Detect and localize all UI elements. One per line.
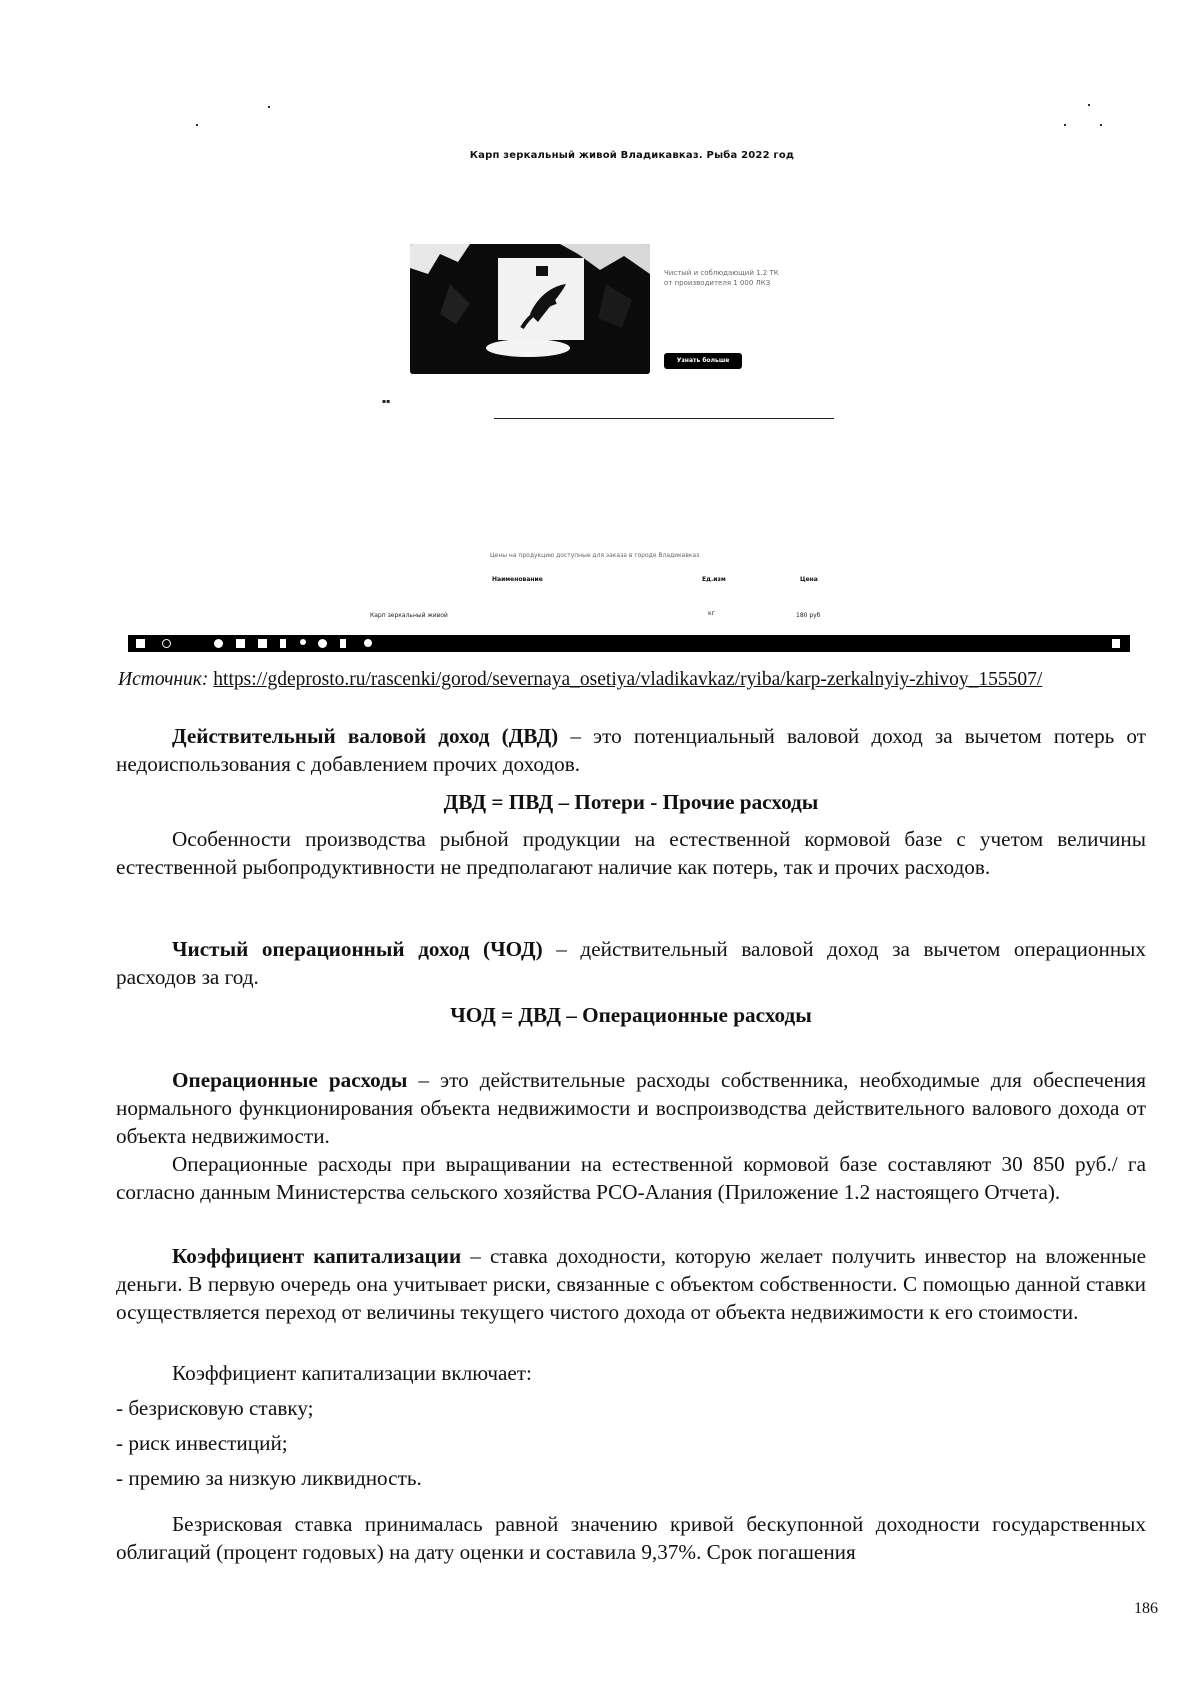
formula-chod: ЧОД = ДВД – Операционные расходы — [450, 1003, 812, 1027]
screenshot-table-note: Цены на продукцию доступные для заказа в городе Владикавказ — [490, 552, 700, 559]
search-icon — [162, 639, 171, 648]
source-link[interactable]: https://gdeprosto.ru/rascenki/gorod/severnaya_osetiya/vladikavkaz/ryiba/karp-zerkalnyiy-zhivoy_155507/ — [213, 669, 1043, 690]
definition-capitalization: – ставка доходности, которую желает получить инвестор на вложенные деньги. В первую очередь она учитывает риски, связанные с объектом собственности. С помощью данной ставки осуществляется переход от величины текущего чистого дохода от объекта недвижимости к его стоимости. — [116, 1244, 1146, 1324]
definition-chod: – действительный валовой доход за вычетом операционных расходов за год. — [116, 937, 1146, 989]
scan-speck — [268, 106, 270, 108]
features-text: Особенности производства рыбной продукции на естественной кормовой базе с учетом величины естественной рыбопродуктивности не предполагают наличие как потерь, так и прочих расходов. — [116, 827, 1146, 879]
start-icon — [136, 639, 145, 648]
screenshot-description — [664, 268, 854, 288]
paragraph-opex — [116, 1066, 1146, 1206]
definition-opex: – это действительные расходы собственника, необходимые для обеспечения нормального функционирования объекта недвижимости и воспроизводства действительного валового дохода от объекта недвижимости. — [116, 1068, 1146, 1148]
carp-photo-image — [410, 244, 650, 374]
screenshot-mark: ▪▪ — [382, 398, 391, 405]
app-icon — [364, 639, 372, 647]
list-item: - риск инвестиций; — [116, 1431, 288, 1455]
term-capitalization: Коэффициент капитализации — [172, 1244, 462, 1268]
opex-value-text: Операционные расходы при выращивании на естественной кормовой базе составляют 30 850 руб./ га согласно данным Министерства сельского хозяйства РСО-Алания (Приложение 1.2 настоящего Отчета). — [116, 1152, 1146, 1204]
source-caption — [118, 669, 1078, 691]
paragraph-riskfree — [116, 1510, 1146, 1566]
scan-speck — [1088, 104, 1090, 106]
app-icon — [214, 639, 223, 648]
scan-speck — [1100, 124, 1102, 126]
source-label: Источник: — [118, 669, 209, 690]
screenshot-col-price: Цена — [800, 576, 818, 583]
riskfree-text: Безрисковая ставка принималась равной значению кривой бескупонной доходности государственных облигаций (процент годовых) на дату оценки и составила 9,37%. Срок погашения — [116, 1512, 1146, 1564]
app-icon — [280, 639, 286, 648]
definition-dvd: – это потенциальный валовой доход за вычетом потерь от недоиспользования с добавлением прочих доходов. — [116, 724, 1147, 776]
app-icon — [318, 639, 327, 648]
screenshot-title: Карп зеркальный живой Владикавказ. Рыба 2022 год — [469, 150, 795, 161]
formula-dvd: ДВД = ПВД – Потери - Прочие расходы — [443, 790, 819, 814]
description-line: Чистый и соблюдающий 1.2 ТК — [664, 269, 779, 277]
page-number: 186 — [1134, 1600, 1158, 1617]
notification-icon — [1112, 639, 1120, 648]
description-line: от производителя 1 000 ЛКЗ — [664, 279, 771, 287]
embedded-screenshot — [0, 0, 1200, 660]
screenshot-divider — [494, 418, 834, 419]
app-icon — [236, 639, 245, 648]
term-dvd: Действительный валовой доход (ДВД) — [172, 724, 559, 748]
paragraph-capitalization — [116, 1242, 1146, 1326]
scan-speck — [1064, 124, 1066, 126]
carp-photo — [410, 244, 650, 374]
list-item: - премию за низкую ликвидность. — [116, 1466, 422, 1490]
screenshot-more-button: Узнать больше — [664, 353, 742, 369]
list-item: - безрисковую ставку; — [116, 1396, 314, 1420]
term-chod: Чистый операционный доход (ЧОД) — [172, 937, 543, 961]
app-icon — [340, 639, 346, 648]
app-icon — [258, 639, 267, 648]
term-opex: Операционные расходы — [172, 1068, 408, 1092]
app-icon — [300, 639, 306, 645]
screenshot-col-name: Наименование — [492, 576, 543, 583]
paragraph-features — [116, 825, 1146, 881]
paragraph-chod — [116, 935, 1146, 991]
screenshot-row-price: 180 руб — [796, 612, 821, 619]
screenshot-taskbar — [128, 635, 1130, 652]
includes-heading: Коэффициент капитализации включает: — [172, 1361, 532, 1385]
screenshot-row-name: Карп зеркальный живой — [370, 612, 448, 619]
scan-speck — [196, 124, 198, 126]
screenshot-col-unit: Ед.изм — [702, 576, 726, 583]
screenshot-row-unit: кг — [708, 610, 715, 617]
paragraph-dvd — [116, 722, 1146, 778]
